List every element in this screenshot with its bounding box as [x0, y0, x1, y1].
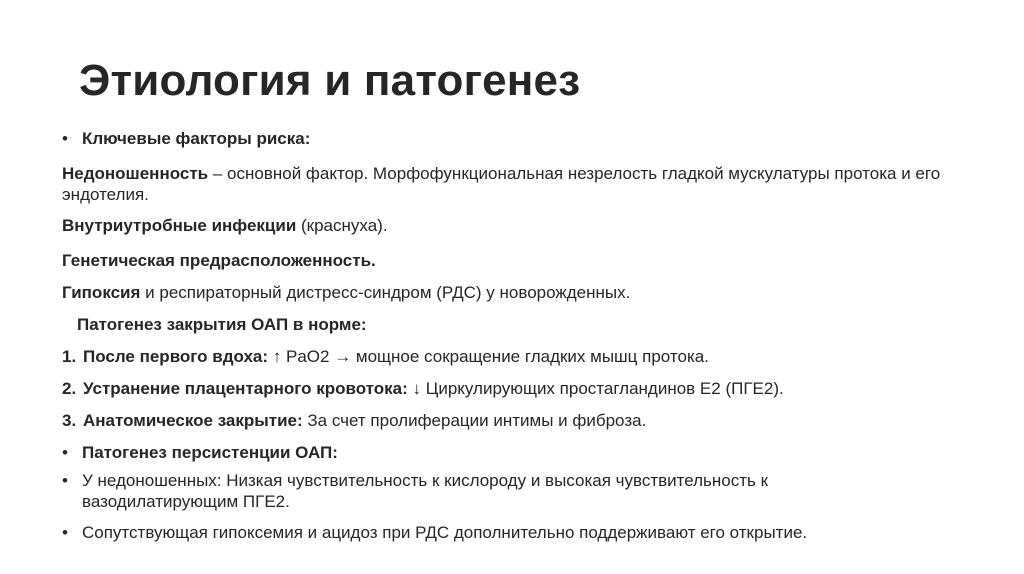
risk-item-bold: Недоношенность — [62, 164, 209, 183]
closure-item-text: ↑ PaO2 → мощное сокращение гладких мышц протока. — [268, 347, 709, 366]
persist-item-text: У недоношенных: Низкая чувствительность к кислороду и высокая чувствительность к вазодилатирующим ПГЕ2. — [82, 471, 769, 511]
risk-item-infections — [62, 215, 962, 236]
closure-item-text: ↓ Циркулирующих простагландинов E2 (ПГЕ2). — [407, 379, 784, 398]
risk-item-bold: Внутриутробные инфекции — [62, 216, 297, 235]
risk-item-bold: Гипоксия — [62, 283, 141, 302]
persist-item-2 — [62, 522, 962, 543]
persist-header-item — [62, 442, 962, 463]
closure-item-3 — [62, 410, 962, 431]
closure-header: Патогенез закрытия ОАП в норме: — [77, 315, 367, 334]
risk-header: Ключевые факторы риска: — [82, 129, 311, 148]
risk-item-text: – основной фактор. Морфофункциональная незрелость гладкой мускулатуры протока и его эндотелия. — [62, 164, 941, 204]
risk-item-bold: Генетическая предрасположенность. — [62, 251, 376, 270]
persist-item-text: Сопутствующая гипоксемия и ацидоз при РДС дополнительно поддерживают его открытие. — [82, 523, 808, 542]
risk-header-item — [62, 128, 962, 149]
risk-item-prematurity — [62, 163, 952, 205]
bullet: • — [62, 523, 68, 542]
closure-item-bold: После первого вдоха: — [83, 347, 269, 366]
bullet: • — [62, 129, 68, 148]
persist-header: Патогенез персистенции ОАП: — [82, 443, 338, 462]
bullet: • — [62, 443, 68, 462]
risk-item-genetic — [62, 250, 962, 271]
closure-number: 2. — [62, 379, 77, 398]
closure-item-bold: Анатомическое закрытие: — [83, 411, 303, 430]
risk-item-text: и респираторный дистресс-синдром (РДС) у новорожденных. — [140, 283, 631, 302]
slide-title: Этиология и патогенез — [79, 56, 581, 105]
closure-item-text: За счет пролиферации интимы и фиброза. — [302, 411, 647, 430]
persist-item-1 — [62, 470, 962, 512]
closure-header-item — [62, 314, 962, 335]
risk-item-hypoxia — [62, 282, 962, 303]
closure-number: 3. — [62, 411, 77, 430]
risk-item-text: (краснуха). — [296, 216, 388, 235]
bullet: • — [62, 471, 68, 490]
closure-item-1 — [62, 346, 962, 367]
closure-item-bold: Устранение плацентарного кровотока: — [83, 379, 408, 398]
closure-item-2 — [62, 378, 962, 399]
closure-number: 1. — [62, 347, 77, 366]
